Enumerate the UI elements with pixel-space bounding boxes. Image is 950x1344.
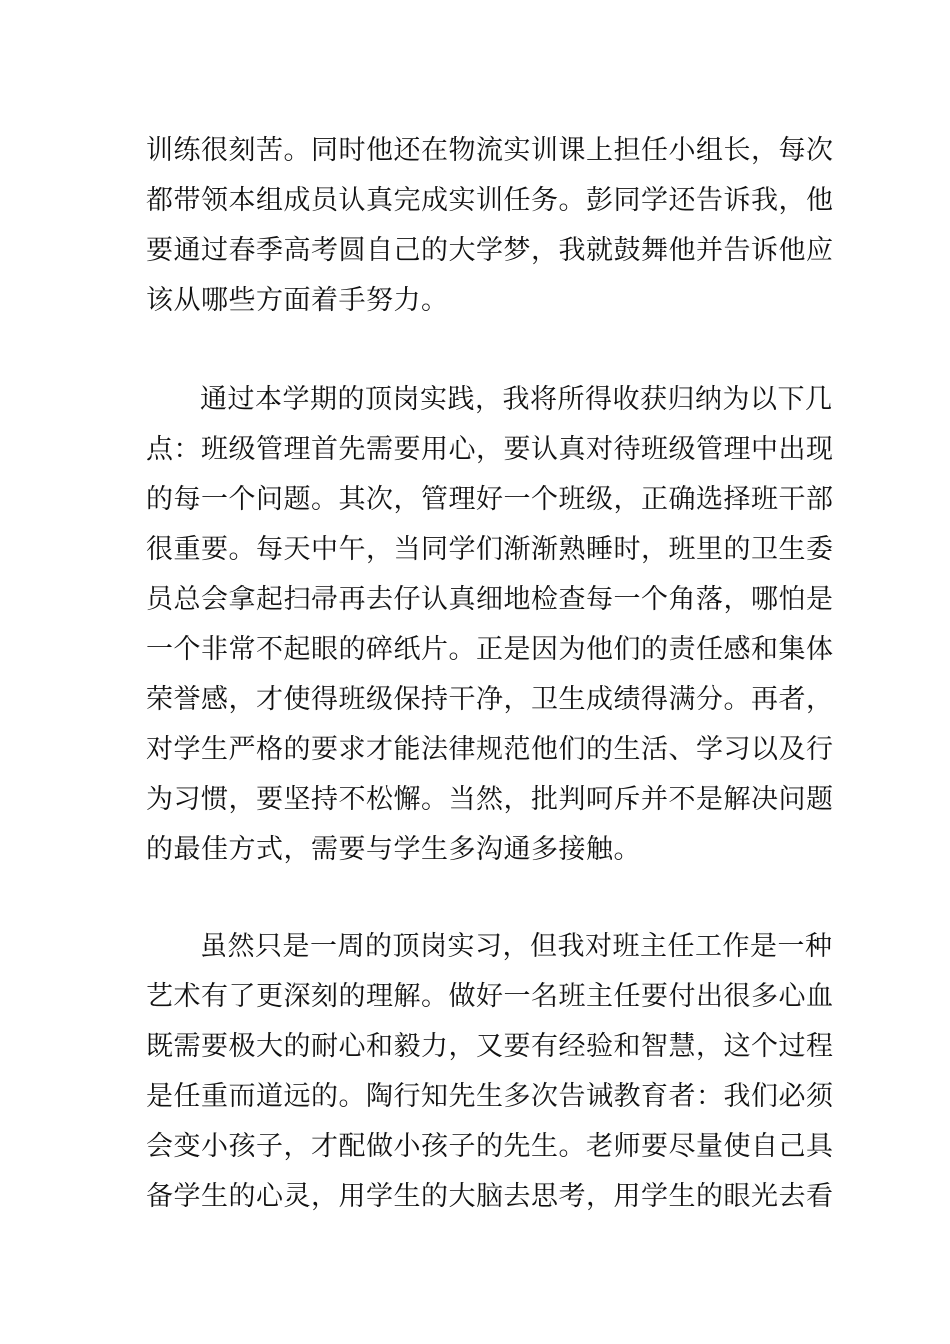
text-line: 都带领本组成员认真完成实训任务。彭同学还告诉我，他 xyxy=(146,185,834,216)
text-line: 为习惯，要坚持不松懈。当然，批判呵斥并不是解决问题 xyxy=(146,784,834,815)
text-line: 是任重而道远的。陶行知先生多次告诫教育者：我们必须 xyxy=(146,1081,834,1112)
text-line: 员总会拿起扫帚再去仔认真细地检查每一个角落，哪怕是 xyxy=(146,584,834,615)
text-line: 的最佳方式，需要与学生多沟通多接触。 xyxy=(146,834,641,865)
paragraph-2 xyxy=(146,375,834,875)
text-line: 会变小孩子，才配做小孩子的先生。老师要尽量使自己具 xyxy=(146,1131,834,1162)
text-line: 虽然只是一周的顶岗实习，但我对班主任工作是一种 xyxy=(200,931,833,962)
text-line: 很重要。每天中午，当同学们渐渐熟睡时，班里的卫生委 xyxy=(146,534,834,565)
text-line: 对学生严格的要求才能法律规范他们的生活、学习以及行 xyxy=(146,734,834,765)
paragraph-3 xyxy=(146,922,834,1222)
text-line: 既需要极大的耐心和毅力，又要有经验和智慧，这个过程 xyxy=(146,1031,834,1062)
text-line: 备学生的心灵，用学生的大脑去思考，用学生的眼光去看 xyxy=(146,1181,834,1212)
text-line: 荣誉感，才使得班级保持干净，卫生成绩得满分。再者， xyxy=(146,684,834,715)
text-line: 点：班级管理首先需要用心，要认真对待班级管理中出现 xyxy=(146,434,834,465)
text-line: 艺术有了更深刻的理解。做好一名班主任要付出很多心血 xyxy=(146,981,834,1012)
text-line: 的每一个问题。其次，管理好一个班级，正确选择班干部 xyxy=(146,484,834,515)
text-line: 训练很刻苦。同时他还在物流实训课上担任小组长，每次 xyxy=(146,135,834,166)
paragraph-1 xyxy=(146,126,834,326)
text-line: 要通过春季高考圆自己的大学梦，我就鼓舞他并告诉他应 xyxy=(146,235,834,266)
text-line: 通过本学期的顶岗实践，我将所得收获归纳为以下几 xyxy=(200,384,833,415)
text-line: 该从哪些方面着手努力。 xyxy=(146,285,449,316)
text-line: 一个非常不起眼的碎纸片。正是因为他们的责任感和集体 xyxy=(146,634,834,665)
